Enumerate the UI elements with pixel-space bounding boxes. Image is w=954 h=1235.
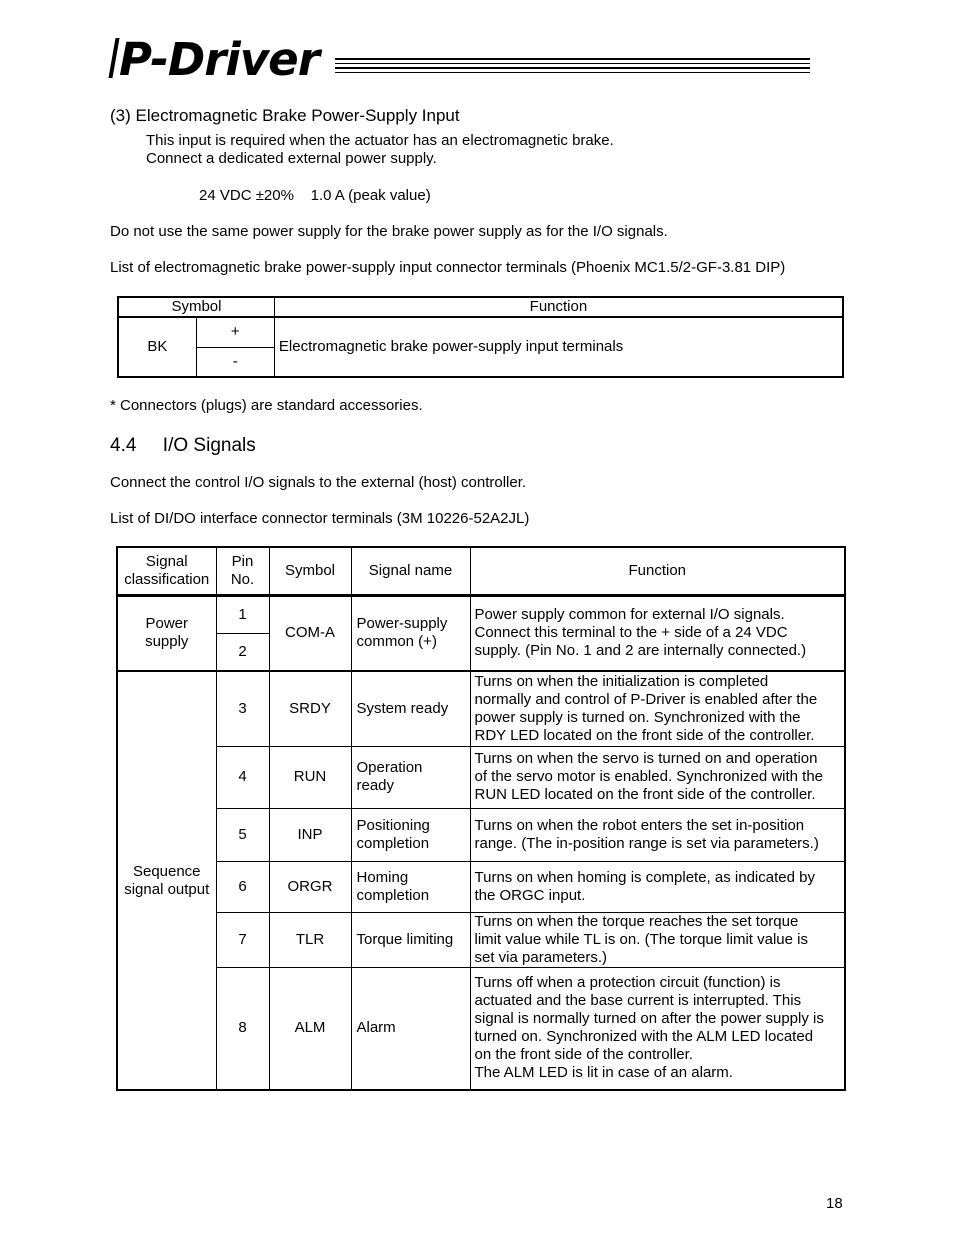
function-line: actuated and the base current is interrupted. This	[474, 992, 802, 1010]
brake-function: Electromagnetic brake power-supply input terminals	[274, 317, 843, 377]
signal-name-line: Power-supply	[356, 615, 448, 633]
function-line: Power supply common for external I/O signals.	[474, 606, 785, 624]
section-3-spec: 24 VDC ±20% 1.0 A (peak value)	[199, 187, 431, 204]
function-line: set via parameters.)	[474, 948, 608, 966]
section-4-4-title: 4.4 I/O Signals	[110, 435, 256, 456]
signal-name-cell	[351, 808, 470, 861]
signal-name-line: common (+)	[356, 633, 437, 651]
pin-cell: 4	[216, 746, 269, 808]
function-cell	[470, 595, 845, 671]
table-row	[117, 808, 845, 861]
brake-header-symbol: Symbol	[118, 297, 274, 317]
header-rule	[335, 58, 810, 76]
signal-name-line: ready	[356, 777, 395, 794]
table-row	[117, 746, 845, 808]
power-class-2: supply	[145, 633, 189, 651]
function-line: signal is normally turned on after the power supply is	[474, 1010, 824, 1028]
io-header-function: Function	[470, 547, 845, 595]
signal-name-cell	[351, 671, 470, 746]
section-3-line1: This input is required when the actuator has an electromagnetic brake.	[146, 132, 614, 149]
signal-name-cell	[351, 861, 470, 912]
pin-cell: 6	[216, 861, 269, 912]
sequence-class-line: Sequence	[132, 862, 201, 880]
function-line: Turns on when the robot enters the set in-position	[474, 816, 805, 834]
sequence-class-line: signal output	[124, 880, 210, 898]
function-line: limit value while TL is on. (The torque limit value is	[474, 930, 808, 948]
footnote: * Connectors (plugs) are standard accessories.	[110, 397, 423, 414]
symbol-cell: TLR	[269, 912, 351, 967]
brake-terminal-table	[117, 296, 844, 378]
function-line: Turns on when the torque reaches the set torque	[474, 912, 799, 930]
function-cell	[470, 967, 845, 1090]
symbol-cell: RUN	[269, 746, 351, 808]
io-header-pin	[216, 547, 269, 595]
function-cell	[470, 671, 845, 746]
power-class-1: Power	[145, 615, 189, 633]
signal-name-line: Positioning	[356, 816, 430, 834]
sequence-rows	[117, 671, 845, 1090]
logo-bar	[108, 38, 119, 78]
table-row	[117, 967, 845, 1090]
function-cell	[470, 912, 845, 967]
brake-minus: -	[196, 347, 274, 377]
function-line: supply. (Pin No. 1 and 2 are internally connected.)	[474, 642, 807, 660]
pin-cell: 5	[216, 808, 269, 861]
function-line: of the servo motor is enabled. Synchronized with the	[474, 768, 824, 785]
page-number: 18	[826, 1195, 843, 1212]
function-line: the ORGC input.	[474, 886, 586, 904]
signal-name-line: Homing	[356, 868, 409, 886]
signal-name-line: Torque limiting	[356, 930, 454, 948]
io-header-classification-2: classification	[124, 570, 210, 588]
pin-cell: 2	[216, 633, 269, 671]
function-line: The ALM LED is lit in case of an alarm.	[474, 1064, 733, 1082]
io-header-pin-2: No.	[230, 570, 255, 588]
signal-name-cell	[351, 595, 470, 671]
function-cell	[470, 861, 845, 912]
signal-name-line: Operation	[356, 759, 423, 776]
symbol-cell: ALM	[269, 967, 351, 1090]
header-rule-line	[335, 63, 810, 65]
io-header-symbol: Symbol	[269, 547, 351, 595]
table-row	[117, 912, 845, 967]
signal-name-line: Alarm	[356, 1019, 396, 1037]
pin-cell: 1	[216, 595, 269, 633]
brake-plus: +	[196, 317, 274, 347]
function-line: range. (The in-position range is set via parameters.)	[474, 834, 819, 852]
io-header-classification-1: Signal	[145, 552, 188, 570]
signal-name-cell	[351, 912, 470, 967]
symbol-cell: ORGR	[269, 861, 351, 912]
function-line: Turns off when a protection circuit (function) is	[474, 974, 781, 992]
logo-text: P-Driver	[119, 33, 319, 86]
function-line: turned on. Synchronized with the ALM LED located	[474, 1028, 814, 1046]
signal-name-cell	[351, 967, 470, 1090]
function-line: Turns on when homing is complete, as indicated by	[474, 868, 815, 886]
pin-cell: 8	[216, 967, 269, 1090]
io-signal-table	[116, 546, 846, 1091]
sequence-output-class	[117, 671, 216, 1090]
io-header-pin-1: Pin	[231, 552, 254, 570]
signal-name-line: System ready	[356, 699, 449, 717]
function-line: normally and control of P-Driver is enabled after the	[474, 690, 818, 708]
section-4-4-intro: Connect the control I/O signals to the external (host) controller.	[110, 474, 527, 491]
function-line: RUN LED located on the front side of the controller.	[474, 786, 816, 803]
section-3-warning: Do not use the same power supply for the brake power supply as for the I/O signals.	[110, 223, 668, 240]
signal-name-line: completion	[356, 886, 430, 904]
function-line: Turns on when the servo is turned on and operation	[474, 750, 818, 767]
table-row	[117, 861, 845, 912]
header-rule-line	[335, 67, 810, 69]
signal-name-cell	[351, 746, 470, 808]
pin-cell: 3	[216, 671, 269, 746]
function-cell	[470, 808, 845, 861]
brake-table-caption: List of electromagnetic brake power-supply input connector terminals (Phoenix MC1.5/2-GF-3.81 DIP)	[110, 259, 786, 276]
function-line: RDY LED located on the front side of the controller.	[474, 726, 815, 744]
io-table-caption: List of DI/DO interface connector terminals (3M 10226-52A2JL)	[110, 510, 530, 527]
symbol-cell: SRDY	[269, 671, 351, 746]
function-line: Connect this terminal to the + side of a 24 VDC	[474, 624, 788, 642]
io-header-signal-name: Signal name	[351, 547, 470, 595]
function-line: on the front side of the controller.	[474, 1046, 693, 1064]
symbol-cell: INP	[269, 808, 351, 861]
symbol-cell: COM-A	[269, 595, 351, 671]
section-3-title: (3) Electromagnetic Brake Power-Supply Input	[110, 106, 460, 125]
table-row	[117, 671, 845, 746]
function-line: Turns on when the initialization is completed	[474, 672, 769, 690]
signal-name-line: completion	[356, 834, 430, 852]
section-3-line2: Connect a dedicated external power supply.	[146, 150, 437, 167]
pin-cell: 7	[216, 912, 269, 967]
function-line: power supply is turned on. Synchronized with the	[474, 708, 801, 726]
header-rule-line	[335, 58, 810, 60]
p-driver-logo	[112, 34, 319, 86]
brake-symbol: BK	[118, 317, 196, 377]
io-header-classification	[117, 547, 216, 595]
brake-header-function: Function	[274, 297, 843, 317]
header-rule-line	[335, 72, 810, 74]
power-supply-class	[117, 595, 216, 671]
function-cell	[470, 746, 845, 808]
